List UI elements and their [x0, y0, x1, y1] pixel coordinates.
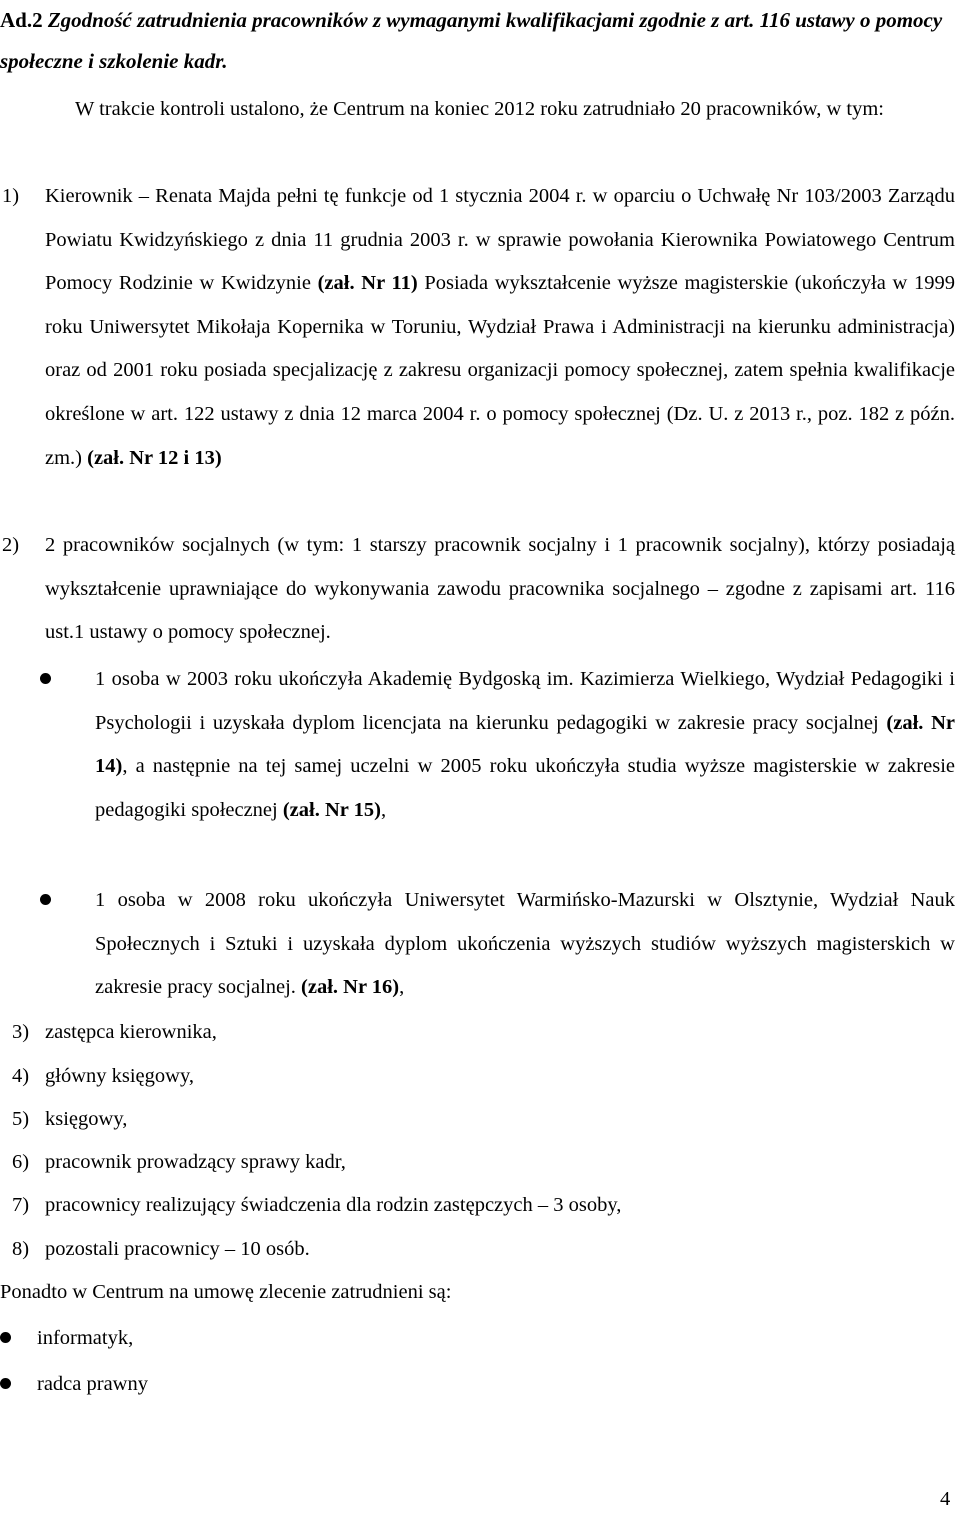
contract-text: radca prawny	[37, 1373, 148, 1395]
section-title: Zgodność zatrudnienia pracowników z wymaganymi kwalifikacjami zgodnie z art. 116 ustawy o pomocy społeczne i szkolenie kadr.	[0, 8, 943, 73]
list-text: pozostali pracownicy – 10 osób.	[45, 1238, 310, 1260]
contract-intro: Ponadto w Centrum na umowę zlecenie zatrudnieni są:	[0, 1281, 452, 1303]
list-number: 7)	[12, 1194, 30, 1216]
attachment-ref: (zał. Nr 14)	[95, 711, 956, 778]
bullet-body	[95, 658, 955, 832]
list-number: 5)	[12, 1108, 30, 1130]
contract-item-1	[0, 1317, 133, 1360]
list-item-8	[12, 1228, 310, 1271]
list-item-body	[45, 175, 955, 480]
section-heading	[0, 0, 950, 82]
intro-paragraph: W trakcie kontroli ustalono, że Centrum na koniec 2012 roku zatrudniało 20 pracowników, w tym:	[75, 98, 884, 120]
item-text: Kierownik – Renata Majda pełni tę funkcje od 1 stycznia 2004 r. w oparciu o Uchwałę Nr 103/2003 Zarządu Powiatu Kwidzyńskiego z dnia 11 grudnia 2003 r. w sprawie powołania Kierownika Powiatowego Centrum Pomocy Rodzinie w Kwidzynie	[45, 185, 955, 295]
attachment-ref: (zał. Nr 15)	[282, 798, 381, 821]
bullet-icon	[0, 1332, 11, 1343]
list-text: główny księgowy,	[45, 1065, 194, 1087]
bullet-icon	[40, 894, 51, 905]
list-number: 1)	[2, 185, 20, 207]
list-item-2	[0, 524, 955, 655]
list-number: 8)	[12, 1238, 30, 1260]
section-label: Ad.2	[0, 8, 43, 32]
list-item-5	[12, 1098, 127, 1141]
item-text: Posiada wykształcenie wyższe magisterskie (ukończyła w 1999 roku Uniwersytet Mikołaja Kopernika w Toruniu, Wydział Prawa i Administracji na kierunku administracja) oraz od 2001 roku posiada specjalizację z zakresu organizacji pomocy społecznej, zatem spełnia kwalifikacje określone w art. 122 ustawy z dnia 12 marca 2004 r. o pomocy społecznej (Dz. U. z 2013 r., poz. 182 z późn. zm.)	[45, 272, 955, 469]
bullet-text: 1 osoba w 2008 roku ukończyła Uniwersytet Warmińsko-Mazurski w Olsztynie, Wydział Nauk Społecznych i Sztuki i uzyskała dyplom ukończenia wyższych studiów wyższych magisterskich w zakresie pracy socjalnej.	[95, 889, 955, 999]
list-number: 4)	[12, 1065, 30, 1087]
bullet-text: 1 osoba w 2003 roku ukończyła Akademię Bydgoską im. Kazimierza Wielkiego, Wydział Pedagogiki i Psychologii i uzyskała dyplom licencjata na kierunku pedagogiki w zakresie pracy socjalnej	[95, 668, 955, 734]
list-text: księgowy,	[45, 1108, 128, 1130]
bullet-body	[95, 879, 955, 1010]
list-item-3	[12, 1011, 217, 1054]
list-text: pracownik prowadzący sprawy kadr,	[45, 1151, 346, 1173]
bullet-icon	[40, 673, 51, 684]
contract-item-2	[0, 1363, 148, 1406]
list-item-7	[12, 1184, 621, 1227]
list-item-4	[12, 1055, 194, 1098]
list-number: 3)	[12, 1021, 30, 1043]
list-item-6	[12, 1141, 346, 1184]
list-item-body: 2 pracowników socjalnych (w tym: 1 starszy pracownik socjalny i 1 pracownik socjalny), którzy posiadają wykształcenie uprawniające do wykonywania zawodu pracownika socjalnego – zgodne z zapisami art. 116 ust.1 ustawy o pomocy społecznej.	[45, 534, 955, 644]
bullet-item-2	[40, 879, 955, 1010]
attachment-ref: (zał. Nr 16)	[301, 976, 400, 999]
list-text: zastępca kierownika,	[45, 1021, 217, 1043]
list-number: 6)	[12, 1151, 30, 1173]
attachment-ref: (zał. Nr 11)	[317, 272, 418, 295]
bullet-item-1	[40, 658, 955, 832]
contract-text: informatyk,	[37, 1327, 134, 1349]
list-item-1	[0, 175, 955, 480]
list-number: 2)	[2, 534, 20, 556]
bullet-text: , a następnie na tej samej uczelni w 2005 roku ukończyła studia wyższe magisterskie w zakresie pedagogiki społecznej	[95, 755, 955, 821]
bullet-icon	[0, 1378, 11, 1389]
page-number: 4	[940, 1488, 951, 1510]
attachment-ref: (zał. Nr 12 i 13)	[87, 446, 222, 469]
bullet-text: ,	[399, 976, 405, 999]
list-text: pracownicy realizujący świadczenia dla rodzin zastępczych – 3 osoby,	[45, 1194, 622, 1216]
bullet-text: ,	[380, 798, 387, 821]
